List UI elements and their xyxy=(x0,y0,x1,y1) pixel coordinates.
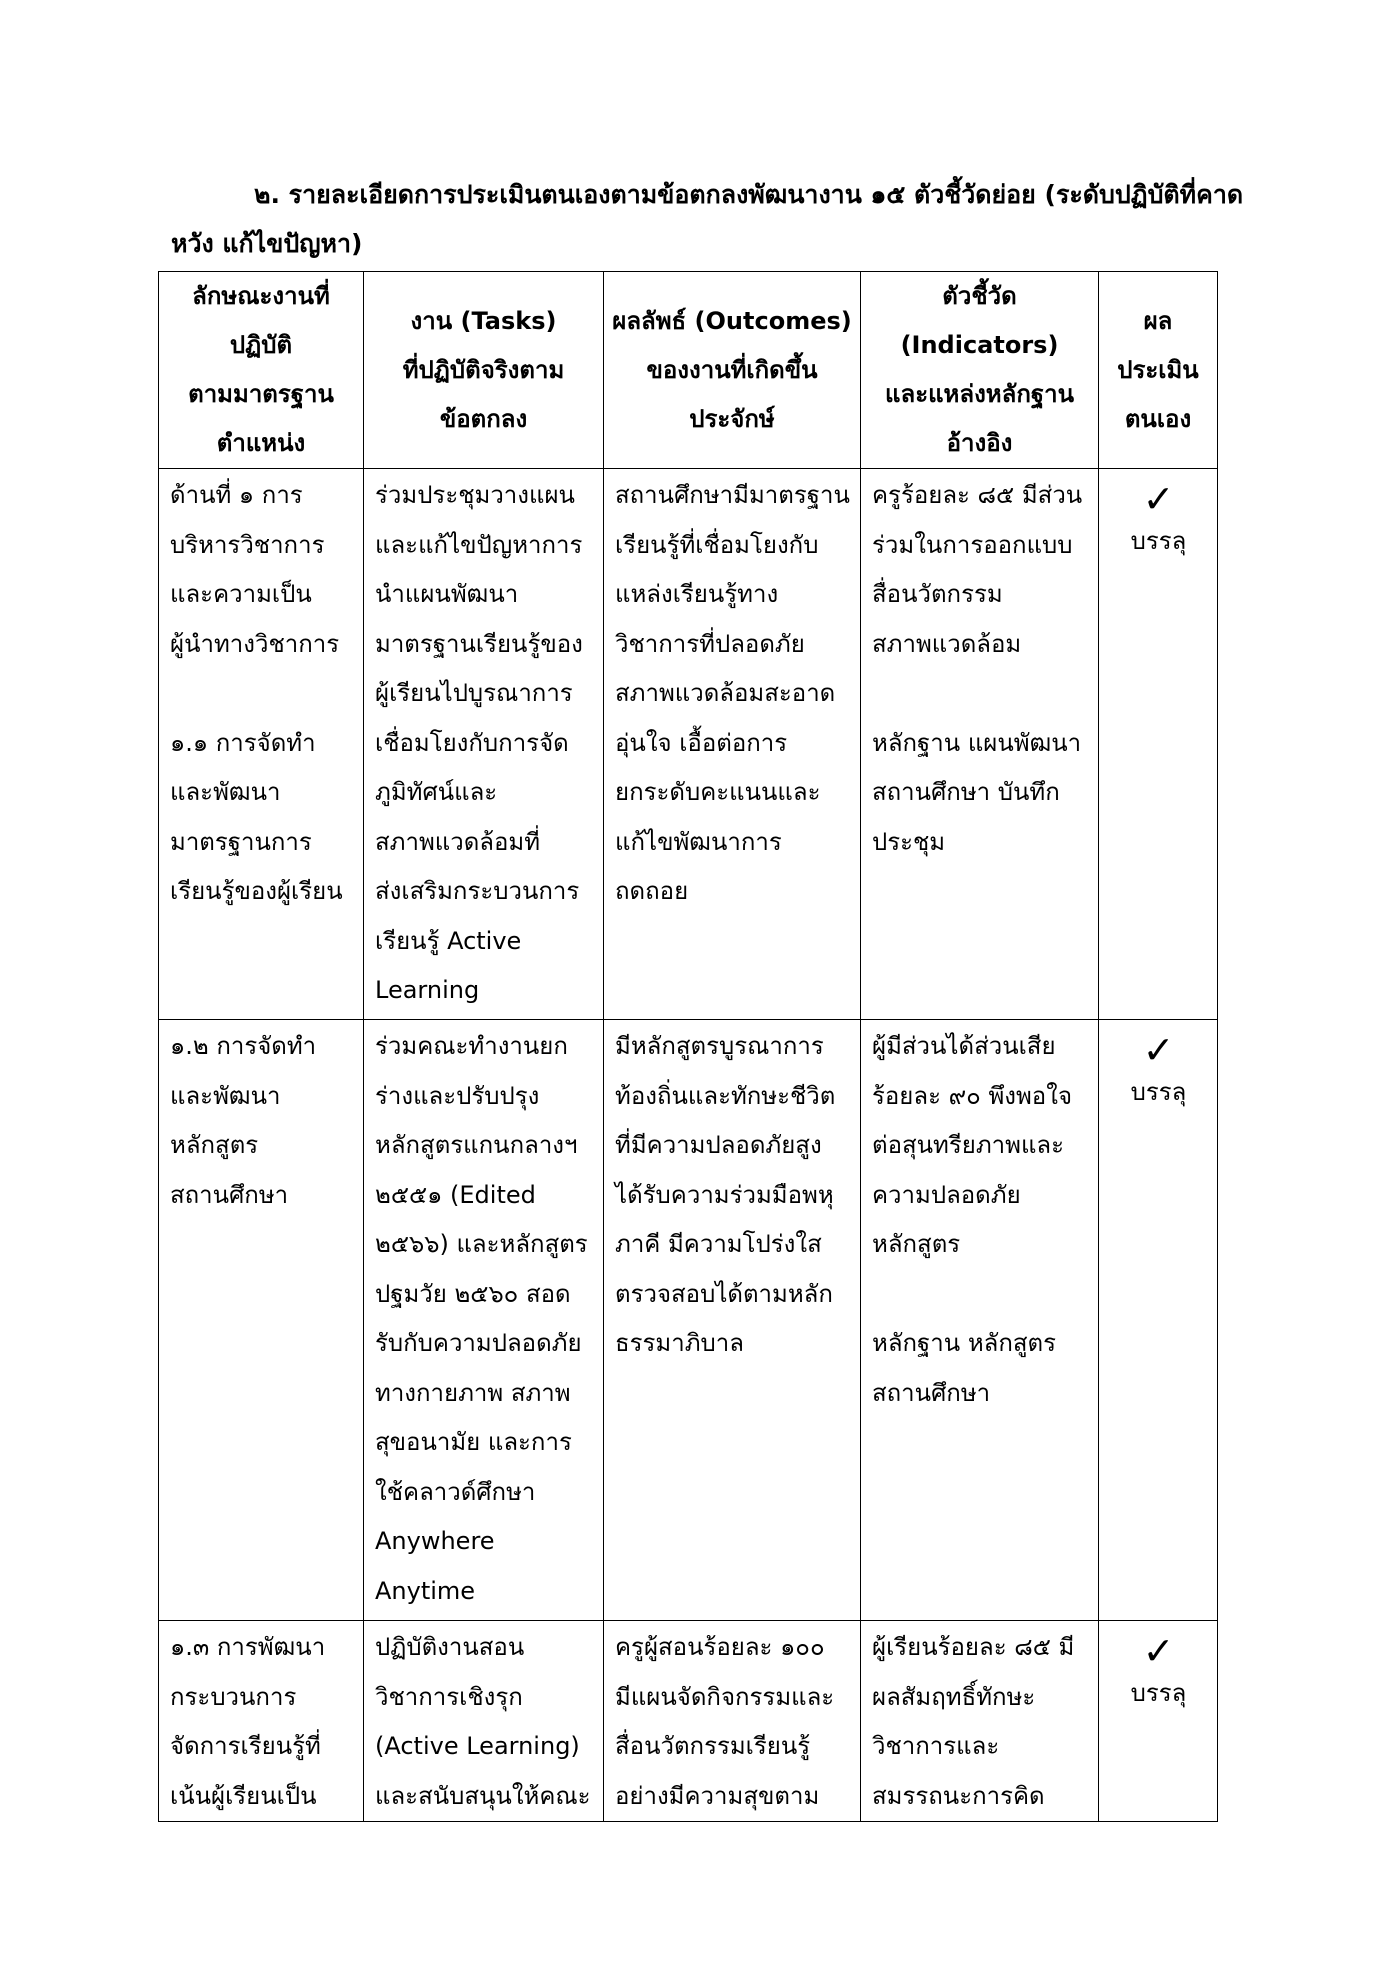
checkmark-icon: ✓ xyxy=(1142,477,1175,521)
standard-cell: ด้านที่ ๑ การ บริหารวิชาการ และความเป็น ผู้นำทางวิชาการ ๑.๑ การจัดทำ และพัฒนา มาตรฐานการ เรียนรู้ของผู้เรียน xyxy=(159,469,364,1020)
result-cell xyxy=(1099,1621,1218,1822)
checkmark-icon: ✓ xyxy=(1142,1028,1175,1072)
result-text: บรรลุ xyxy=(1130,527,1187,555)
checkmark-icon: ✓ xyxy=(1142,1629,1175,1673)
header-result: ผล ประเมิน ตนเอง xyxy=(1099,272,1218,469)
result-text: บรรลุ xyxy=(1130,1679,1187,1707)
header-tasks: งาน (Tasks) ที่ปฏิบัติจริงตาม ข้อตกลง xyxy=(364,272,604,469)
table-row xyxy=(159,469,1218,1020)
page-heading: ๒. รายละเอียดการประเมินตนเองตามข้อตกลงพัฒนางาน ๑๕ ตัวชี้วัดย่อย (ระดับปฏิบัติที่คาดหวัง แก้ไขปัญหา) xyxy=(171,180,1244,258)
standard-cell: ๑.๓ การพัฒนา กระบวนการ จัดการเรียนรู้ที่ เน้นผู้เรียนเป็น xyxy=(159,1621,364,1822)
indicators-cell: ผู้เรียนร้อยละ ๘๕ มี ผลสัมฤทธิ์ทักษะ วิชาการและ สมรรถนะการคิด xyxy=(861,1621,1099,1822)
tasks-cell: ร่วมประชุมวางแผน และแก้ไขปัญหาการ นำแผนพัฒนา มาตรฐานเรียนรู้ของ ผู้เรียนไปบูรณาการ เชื่อมโยงกับการจัด ภูมิทัศน์และ สภาพแวดล้อมที่ ส่งเสริมกระบวนการ เรียนรู้ Active Learning xyxy=(364,469,604,1020)
evaluation-table xyxy=(158,271,1218,1822)
result-cell xyxy=(1099,469,1218,1020)
result-cell xyxy=(1099,1020,1218,1621)
tasks-cell: ร่วมคณะทำงานยก ร่างและปรับปรุง หลักสูตรแกนกลางฯ ๒๕๕๑ (Edited ๒๕๖๖) และหลักสูตร ปฐมวัย ๒๕๖๐ สอด รับกับความปลอดภัย ทางกายภาพ สภาพ สุขอนามัย และการ ใช้คลาวด์ศึกษา Anywhere Anytime xyxy=(364,1020,604,1621)
table-row xyxy=(159,1020,1218,1621)
result-text: บรรลุ xyxy=(1130,1078,1187,1106)
outcomes-cell: มีหลักสูตรบูรณาการ ท้องถิ่นและทักษะชีวิต ที่มีความปลอดภัยสูง ได้รับความร่วมมือพหุ ภาคี มีความโปร่งใส ตรวจสอบได้ตามหลัก ธรรมาภิบาล xyxy=(604,1020,861,1621)
standard-cell: ๑.๒ การจัดทำ และพัฒนา หลักสูตร สถานศึกษา xyxy=(159,1020,364,1621)
header-outcomes: ผลลัพธ์ (Outcomes) ของงานที่เกิดขึ้น ประจักษ์ xyxy=(604,272,861,469)
table-row xyxy=(159,1621,1218,1822)
tasks-cell: ปฏิบัติงานสอน วิชาการเชิงรุก (Active Learning) และสนับสนุนให้คณะ xyxy=(364,1621,604,1822)
header-indicators: ตัวชี้วัด (Indicators) และแหล่งหลักฐาน อ้างอิง xyxy=(861,272,1099,469)
table-header-row xyxy=(159,272,1218,469)
outcomes-cell: ครูผู้สอนร้อยละ ๑๐๐ มีแผนจัดกิจกรรมและ สื่อนวัตกรรมเรียนรู้ อย่างมีความสุขตาม xyxy=(604,1621,861,1822)
header-standard: ลักษณะงานที่ ปฏิบัติ ตามมาตรฐาน ตำแหน่ง xyxy=(159,272,364,469)
indicators-cell: ผู้มีส่วนได้ส่วนเสีย ร้อยละ ๙๐ พึงพอใจ ต่อสุนทรียภาพและ ความปลอดภัย หลักสูตร หลักฐาน หลักสูตร สถานศึกษา xyxy=(861,1020,1099,1621)
indicators-cell: ครูร้อยละ ๘๕ มีส่วน ร่วมในการออกแบบ สื่อนวัตกรรม สภาพแวดล้อม หลักฐาน แผนพัฒนา สถานศึกษา บันทึก ประชุม xyxy=(861,469,1099,1020)
outcomes-cell: สถานศึกษามีมาตรฐาน เรียนรู้ที่เชื่อมโยงกับ แหล่งเรียนรู้ทาง วิชาการที่ปลอดภัย สภาพแวดล้อมสะอาด อุ่นใจ เอื้อต่อการ ยกระดับคะแนนและ แก้ไขพัฒนาการถดถอย xyxy=(604,469,861,1020)
